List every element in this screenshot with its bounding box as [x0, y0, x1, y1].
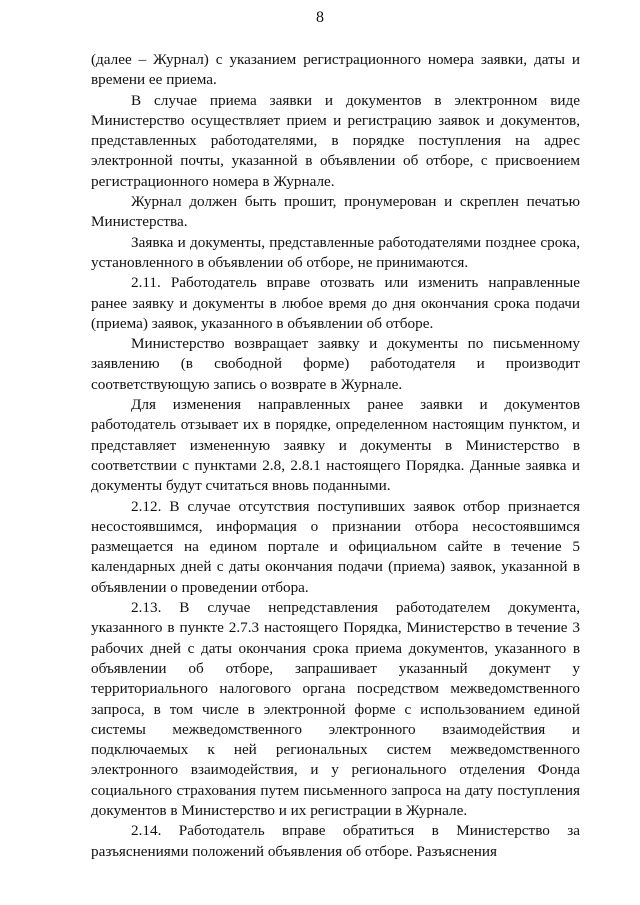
paragraph-return-application: Министерство возвращает заявку и документы по письменному заявлению (в свободной форме) работодателя и производит соответствующую запись о возврате в Журнале. [91, 335, 580, 393]
paragraph-change-application: Для изменения направленных ранее заявки и документов работодатель отзывает их в порядке, определенном настоящим пунктом, и представляет измененную заявку и документы в Министерство в соответствии с пунктами 2.8, 2.8.1 настоящего Порядка. Данные заявка и документы будут считаться вновь поданными. [91, 396, 580, 495]
paragraph-clause-2-11: 2.11. Работодатель вправе отозвать или изменить направленные ранее заявку и документы в любое время до дня окончания срока подачи (приема) заявок, указанного в объявлении об отборе. [91, 274, 580, 332]
paragraph-late-submissions: Заявка и документы, представленные работодателями позднее срока, установленного в объявлении об отборе, не принимаются. [91, 233, 580, 271]
paragraph-journal-requirements: Журнал должен быть прошит, пронумерован и скреплен печатью Министерства. [91, 193, 580, 231]
paragraph-clause-2-13: 2.13. В случае непредставления работодателем документа, указанного в пункте 2.7.3 настоящего Порядка, Министерство в течение 3 рабочих дней с даты окончания срока приема документов, указанного в объявлении об отборе, запрашивает указанный документ у территориального налогового органа посредством межведомственного запроса, в том числе в электронной форме с использованием единой системы межведомственного электронного взаимодействия и подключаемых к ней региональных систем межведомственного электронного взаимодействия, и у регионального отделения Фонда социального страхования путем письменного запроса на дату поступления документов в Министерство и их регистрации в Журнале. [91, 599, 580, 819]
paragraph-journal-continuation: (далее – Журнал) с указанием регистрационного номера заявки, даты и времени ее приема. [91, 51, 580, 89]
paragraph-clause-2-14: 2.14. Работодатель вправе обратиться в Министерство за разъяснениями положений объявления об отборе. Разъяснения [91, 822, 580, 860]
document-body [91, 50, 580, 862]
paragraph-clause-2-12: 2.12. В случае отсутствия поступивших заявок отбор признается несостоявшимся, информация о признании отбора несостоявшимся размещается на едином портале и официальном сайте в течение 5 календарных дней с даты окончания подачи (приема) заявок, указанной в объявлении о проведении отбора. [91, 497, 580, 596]
paragraph-electronic-submission: В случае приема заявки и документов в электронном виде Министерство осуществляет прием и регистрацию заявок и документов, представленных работодателями, в порядке поступления на адрес электронной почты, указанной в объявлении об отборе, с присвоением регистрационного номера в Журнале. [91, 91, 580, 190]
page-number: 8 [316, 9, 324, 26]
